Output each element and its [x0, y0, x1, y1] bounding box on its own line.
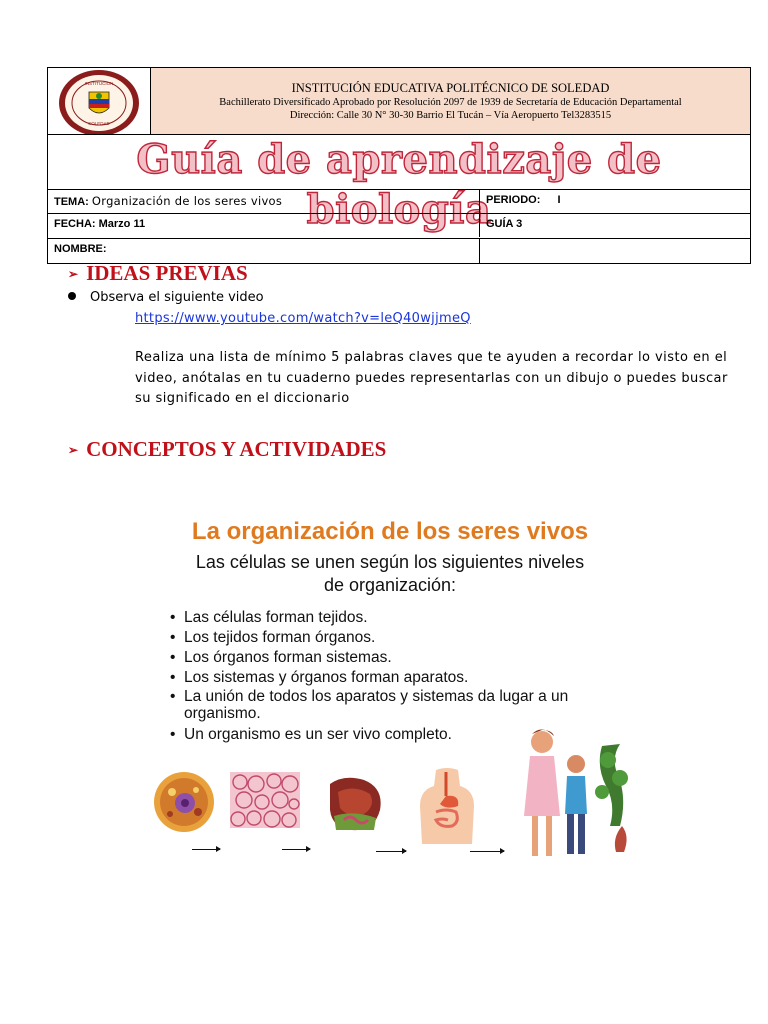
tema-label: TEMA: [54, 196, 89, 208]
fecha-row [48, 213, 750, 237]
tissue-image [230, 772, 300, 828]
arrow-bullet-icon: ➢ [68, 443, 79, 457]
arrow-icon [470, 851, 504, 852]
organism-image [512, 726, 630, 862]
ideas-previas-title: IDEAS PREVIAS [86, 261, 248, 285]
instructions-paragraph: Realiza una lista de mínimo 5 palabras claves que te ayuden a recordar lo visto en el video, anótalas en tu cuaderno puedes representarlas con un dibujo o puedes buscar su significado en el diccionario [135, 350, 728, 406]
fecha-label: FECHA: Marzo 11 [54, 218, 146, 230]
organ-image [324, 770, 390, 836]
figure-subtitle-line1: Las células se unen según los siguientes niveles [195, 552, 585, 572]
video-bullet [68, 290, 264, 305]
institution-address: Dirección: Calle 30 N° 30-30 Barrio El Tucán – Vía Aeropuerto Tel3283515 [289, 110, 612, 121]
bullet-dot-icon [68, 292, 76, 300]
figure-list [170, 608, 610, 745]
arrow-icon [376, 851, 406, 852]
ideas-previas-heading [68, 261, 248, 286]
logo-cell [48, 68, 151, 134]
fecha-cell [48, 214, 480, 237]
institution-info [151, 68, 750, 134]
tema-value: Organización de los seres vivos [91, 194, 283, 208]
institution-name: INSTITUCIÓN EDUCATIVA POLITÉCNICO DE SOLEDAD [291, 81, 610, 95]
nombre-label: NOMBRE: [54, 243, 107, 255]
institution-resolution: Bachillerato Diversificado Aprobado por Resolución 2097 de 1939 de Secretaría de Educación Departamental [219, 97, 682, 108]
logo-bottom-text: SOLEDAD [88, 121, 110, 126]
system-image [416, 766, 478, 846]
periodo-value: I [557, 194, 561, 206]
arrow-icon [282, 849, 310, 850]
figure-title: La organización de los seres vivos [191, 518, 589, 545]
nombre-input-cell[interactable] [480, 239, 750, 264]
list-item: • Los órganos forman sistemas. [170, 648, 610, 668]
organization-figure [150, 512, 630, 872]
guide-title: Guía de aprendizaje de biología [136, 136, 662, 233]
conceptos-title: CONCEPTOS Y ACTIVIDADES [86, 437, 387, 461]
figure-subtitle [150, 551, 630, 597]
list-item: • Un organismo es un ser vivo completo. [170, 725, 610, 745]
conceptos-heading [68, 437, 386, 462]
video-link[interactable]: https://www.youtube.com/watch?v=leQ40wjjmeQ [135, 311, 471, 326]
cell-image [152, 770, 216, 834]
arrow-bullet-icon: ➢ [68, 267, 79, 281]
list-item: • La unión de todos los aparatos y sistemas da lugar a un organismo. [170, 688, 610, 722]
periodo-cell [480, 190, 750, 213]
logo-top-text: INSTITUCION [84, 81, 114, 86]
figure-subtitle-line2: de organización: [323, 575, 457, 595]
tema-cell [48, 190, 480, 213]
list-item: • Las células forman tejidos. [170, 608, 610, 628]
tema-row [48, 189, 750, 213]
guia-label: GUÍA 3 [486, 218, 523, 230]
school-logo [48, 68, 151, 134]
list-item: • Los tejidos forman órganos. [170, 628, 610, 648]
header-table [47, 67, 751, 264]
periodo-label: PERIODO: [486, 194, 541, 206]
video-bullet-text: Observa el siguiente video [90, 290, 264, 305]
arrow-icon [192, 849, 220, 850]
list-item: • Los sistemas y órganos forman aparatos. [170, 668, 610, 688]
guia-cell [480, 214, 750, 237]
